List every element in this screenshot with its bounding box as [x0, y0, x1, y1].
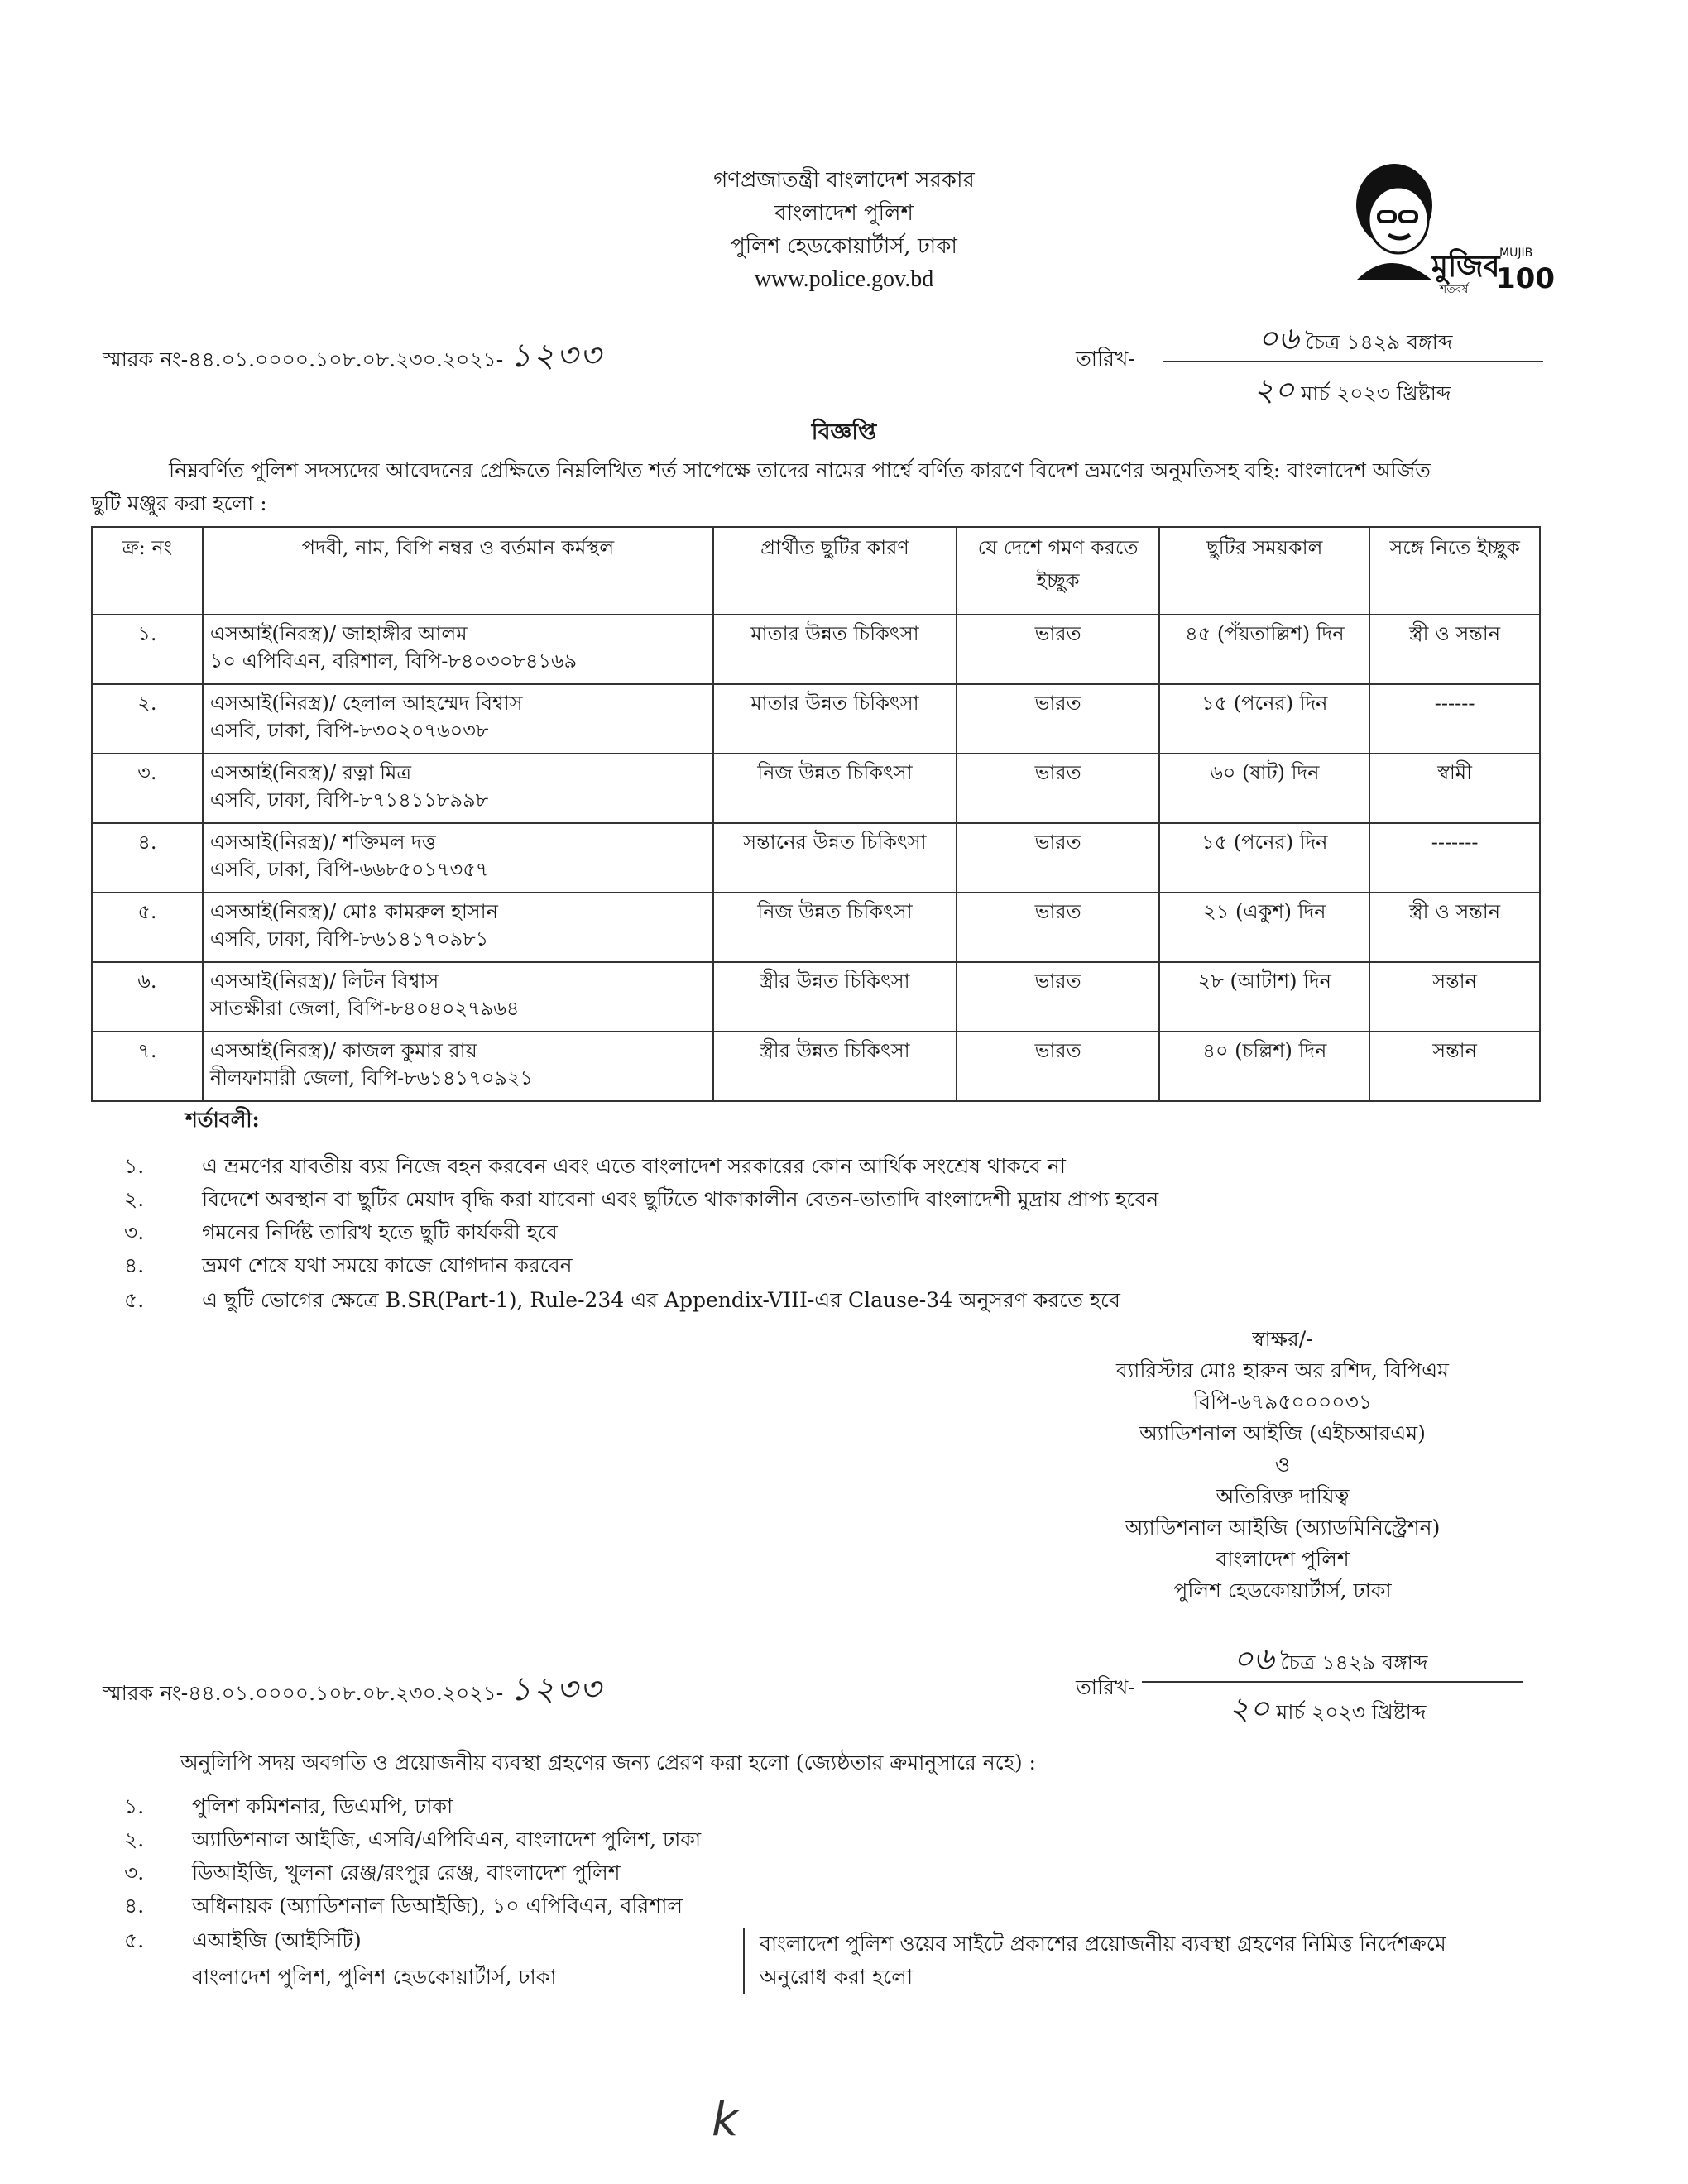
signatory-bp: বিপি-৬৭৯৫০০০০৩১	[1192, 1390, 1373, 1414]
table-row	[92, 962, 1540, 1032]
logo-number: 100	[1496, 262, 1555, 295]
signatory-additional: অতিরিক্ত দায়িত্ব	[1216, 1484, 1350, 1508]
signature-mark: স্বাক্ষর/-	[1252, 1327, 1313, 1351]
conditions-title: শর্তাবলী:	[185, 1108, 260, 1132]
date-divider	[1142, 1681, 1523, 1683]
cell-reason: মাতার উন্নত চিকিৎসা	[713, 684, 957, 754]
department-name: বাংলাদেশ পুলিশ	[774, 201, 914, 226]
signatory-name: ব্যারিস্টার মোঃ হারুন অর রশিদ, বিপিএম	[1115, 1358, 1450, 1382]
date-bangla-top	[1258, 314, 1452, 367]
govt-name: গণপ্রজাতন্ত্রী বাংলাদেশ সরকার	[713, 168, 975, 193]
notice-title: বিজ্ঞপ্তি	[811, 419, 877, 445]
logo-en-text: MUJIB	[1499, 247, 1533, 260]
cell-name	[203, 684, 713, 754]
col-header-country: যে দেশে গমণ করতে ইচ্ছুক	[957, 527, 1160, 615]
leave-table	[91, 526, 1541, 1102]
cell-country: ভারত	[957, 823, 1160, 893]
copy-text: এআইজি (আইসিটি)	[192, 1928, 362, 1952]
date-english-bottom	[1229, 1684, 1426, 1737]
table-row	[92, 615, 1540, 684]
date-day-en: ২০	[1229, 1690, 1270, 1727]
person-name: এসআই(নিরস্ত্র)/ মোঃ কামরুল হাসান	[209, 900, 498, 923]
cell-name	[203, 754, 713, 823]
cell-name	[203, 1032, 713, 1101]
cell-country: ভারত	[957, 893, 1160, 962]
copy-text: ডিআইজি, খুলনা রেঞ্জ/রংপুর রেঞ্জ, বাংলাদেশ পুলিশ	[192, 1861, 621, 1885]
table-row	[92, 684, 1540, 754]
date-label-top: তারিখ-	[1076, 347, 1135, 371]
copy-number: ২.	[124, 1827, 145, 1851]
cell-duration: ২১ (একুশ) দিন	[1159, 893, 1369, 962]
signatory-and: ও	[1274, 1453, 1291, 1477]
condition-number: ৪.	[124, 1253, 145, 1277]
person-name: এসআই(নিরস্ত্র)/ শক্তিমল দত্ত	[209, 831, 436, 854]
copy-number: ১.	[124, 1794, 145, 1818]
copy-text: অ্যাডিশনাল আইজি, এসবি/এপিবিএন, বাংলাদেশ পুলিশ, ঢাকা	[192, 1827, 702, 1851]
person-place: নীলফামারী জেলা, বিপি-৮৬১৪১৭০৯২১	[209, 1066, 534, 1090]
col-header-serial: ক্র: নং	[92, 527, 203, 615]
cell-companion: স্ত্রী ও সন্তান	[1369, 615, 1540, 684]
condition-text: এ ভ্রমণের যাবতীয় ব্যয় নিজে বহন করবেন এবং এতে বাংলাদেশ সরকারের কোন আর্থিক সংশ্রেষ থাকবে না	[202, 1154, 1067, 1178]
condition-text: এ ছুটি ভোগের ক্ষেত্রে B.SR(Part-1), Rule-234 এর Appendix-VIII-এর Clause-34 অনুসরণ করতে হবে	[202, 1288, 1120, 1312]
col-header-companion: সঙ্গে নিতে ইচ্ছুক	[1369, 527, 1540, 615]
table-header-row	[92, 527, 1540, 615]
cell-companion: সন্তান	[1369, 962, 1540, 1032]
signatory-department: বাংলাদেশ পুলিশ	[1216, 1547, 1350, 1571]
copy-text: অধিনায়ক (অ্যাডিশনাল ডিআইজি), ১০ এপিবিএন, বরিশাল	[192, 1894, 683, 1918]
person-place: এসবি, ঢাকা, বিপি-৮৩০২০৭৬০৩৮	[209, 719, 489, 742]
signatory-designation: অ্যাডিশনাল আইজি (এইচআরএম)	[1139, 1421, 1426, 1445]
condition-text: ভ্রমণ শেষে যথা সময়ে কাজে যোগদান করবেন	[202, 1253, 573, 1277]
condition-text: বিদেশে অবস্থান বা ছুটির মেয়াদ বৃদ্ধি করা যাবেনা এবং ছুটিতে থাকাকালীন বেতন-ভাতাদি বাংলাদেশী মুদ্রায় প্রাপ্য হবেন	[202, 1187, 1159, 1211]
cell-reason: নিজ উন্নত চিকিৎসা	[713, 754, 957, 823]
mujib-100-logo	[1307, 156, 1555, 296]
person-name: এসআই(নিরস্ত্র)/ রত্না মিত্র	[209, 761, 411, 784]
person-place: এসবি, ঢাকা, বিপি-৮৬১৪১৭০৯৮১	[209, 927, 489, 951]
website-link[interactable]: www.police.gov.bd	[754, 266, 934, 292]
date-block-bottom	[1142, 1635, 1523, 1734]
cell-country: ভারত	[957, 684, 1160, 754]
person-place: এসবি, ঢাকা, বিপি-৬৬৮৫০১৭৩৫৭	[209, 858, 489, 881]
logo-main-text: মুজিব	[1431, 250, 1500, 284]
col-header-duration: ছুটির সময়কাল	[1159, 527, 1369, 615]
cell-name	[203, 615, 713, 684]
cell-reason: মাতার উন্নত চিকিৎসা	[713, 615, 957, 684]
cell-companion: ------	[1369, 684, 1540, 754]
cell-country: ভারত	[957, 615, 1160, 684]
cell-serial: ৪.	[92, 823, 203, 893]
copy-text-line2: বাংলাদেশ পুলিশ, পুলিশ হেডকোয়ার্টার্স, ঢাকা	[192, 1965, 557, 1989]
signatory-office: পুলিশ হেডকোয়ার্টার্স, ঢাকা	[1173, 1578, 1392, 1602]
memo-number-top	[103, 329, 602, 385]
date-label-bottom: তারিখ-	[1076, 1675, 1135, 1699]
memo-handwritten-number: ১২৩৩	[510, 337, 603, 375]
cell-duration: ২৮ (আটাশ) দিন	[1159, 962, 1369, 1032]
person-place: সাতক্ষীরা জেলা, বিপি-৮৪০৪০২৭৯৬৪	[209, 997, 520, 1020]
date-rest-en: মার্চ ২০২৩ খ্রিষ্টাব্দ	[1301, 381, 1451, 405]
notice-intro-line1: নিম্নবর্ণিত পুলিশ সদস্যদের আবেদনের প্রেক্ষিতে নিম্নলিখিত শর্ত সাপেক্ষে তাদের নামের পার্শ্বে বর্ণিত কারণে বিদেশ ভ্রমণের অনুমতিসহ বহি: বাংলাদেশ অর্জিত	[169, 458, 1431, 482]
condition-number: ৩.	[124, 1220, 145, 1244]
col-header-reason: প্রার্থীত ছুটির কারণ	[713, 527, 957, 615]
condition-number: ৫.	[124, 1288, 145, 1312]
cell-serial: ৭.	[92, 1032, 203, 1101]
cell-companion: সন্তান	[1369, 1032, 1540, 1101]
table-row	[92, 754, 1540, 823]
condition-number: ২.	[124, 1187, 145, 1211]
copy-text: পুলিশ কমিশনার, ডিএমপি, ঢাকা	[192, 1794, 453, 1818]
memo-handwritten-number: ১২৩৩	[510, 1670, 603, 1708]
person-name: এসআই(নিরস্ত্র)/ লিটন বিশ্বাস	[209, 970, 439, 993]
copies-intro: অনুলিপি সদয় অবগতি ও প্রয়োজনীয় ব্যবস্থা গ্রহণের জন্য প্রেরণ করা হলো (জ্যেষ্ঠতার ক্রমানুসারে নহে) :	[180, 1751, 1036, 1774]
signature-block	[993, 1324, 1572, 1607]
memo-label: স্মারক নং-৪৪.০১.০০০০.১০৮.০৮.২৩০.২০২১-	[103, 347, 504, 371]
cell-duration: ১৫ (পনের) দিন	[1159, 823, 1369, 893]
cell-country: ভারত	[957, 1032, 1160, 1101]
person-name: এসআই(নিরস্ত্র)/ কাজল কুমার রায়	[209, 1039, 477, 1062]
copy-note-line2: অনুরোধ করা হলো	[760, 1965, 914, 1989]
cell-serial: ৩.	[92, 754, 203, 823]
cell-country: ভারত	[957, 754, 1160, 823]
person-name: এসআই(নিরস্ত্র)/ জাহাঙ্গীর আলম	[209, 622, 468, 645]
date-day-bn: ০৬	[1258, 320, 1299, 357]
date-day-bn: ০৬	[1233, 1640, 1274, 1677]
memo-number-bottom	[103, 1663, 602, 1718]
cell-reason: স্ত্রীর উন্নত চিকিৎসা	[713, 962, 957, 1032]
cell-reason: নিজ উন্নত চিকিৎসা	[713, 893, 957, 962]
date-divider	[1163, 361, 1543, 362]
col-header-name: পদবী, নাম, বিপি নম্বর ও বর্তমান কর্মস্থল	[203, 527, 713, 615]
initial-mark: k	[712, 2093, 739, 2147]
cell-duration: ৪৫ (পঁয়তাল্লিশ) দিন	[1159, 615, 1369, 684]
person-place: এসবি, ঢাকা, বিপি-৮৭১৪১১৮৯৯৮	[209, 788, 489, 812]
copy-number: ৫.	[124, 1928, 145, 1952]
cell-reason: সন্তানের উন্নত চিকিৎসা	[713, 823, 957, 893]
cell-serial: ৫.	[92, 893, 203, 962]
cell-companion: স্ত্রী ও সন্তান	[1369, 893, 1540, 962]
cell-name	[203, 962, 713, 1032]
table-row	[92, 1032, 1540, 1101]
signatory-additional-designation: অ্যাডিশনাল আইজি (অ্যাডমিনিস্ট্রেশন)	[1125, 1516, 1441, 1540]
cell-duration: ১৫ (পনের) দিন	[1159, 684, 1369, 754]
date-english-top	[1254, 366, 1451, 419]
date-day-en: ২০	[1254, 371, 1295, 408]
date-rest-bn: চৈত্র ১৪২৯ বঙ্গাব্দ	[1305, 330, 1453, 354]
date-rest-bn: চৈত্র ১৪২৯ বঙ্গাব্দ	[1280, 1650, 1428, 1674]
copy-note	[743, 1928, 1587, 1994]
cell-companion: স্বামী	[1369, 754, 1540, 823]
condition-number: ১.	[124, 1154, 145, 1178]
table-row	[92, 893, 1540, 962]
copy-number: ৩.	[124, 1861, 145, 1885]
cell-serial: ২.	[92, 684, 203, 754]
memo-label: স্মারক নং-৪৪.০১.০০০০.১০৮.০৮.২৩০.২০২১-	[103, 1681, 504, 1705]
cell-duration: ৬০ (ষাট) দিন	[1159, 754, 1369, 823]
cell-name	[203, 893, 713, 962]
notice-intro-line2: ছুটি মঞ্জুর করা হলো :	[91, 491, 267, 515]
copy-note-line1: বাংলাদেশ পুলিশ ওয়েব সাইটে প্রকাশের প্রয়োজনীয় ব্যবস্থা গ্রহণের নিমিত্ত নির্দেশক্রমে	[760, 1932, 1446, 1956]
person-place: ১০ এপিবিএন, বরিশাল, বিপি-৮৪০৩০৮৪১৬৯	[209, 649, 578, 673]
person-name: এসআই(নিরস্ত্র)/ হেলাল আহম্মেদ বিশ্বাস	[209, 692, 523, 715]
office-name: পুলিশ হেডকোয়ার্টার্স, ঢাকা	[731, 234, 957, 259]
logo-sub-text: শতবর্ষ	[1440, 283, 1469, 296]
cell-companion: -------	[1369, 823, 1540, 893]
cell-serial: ১.	[92, 615, 203, 684]
cell-reason: স্ত্রীর উন্নত চিকিৎসা	[713, 1032, 957, 1101]
condition-text: গমনের নির্দিষ্ট তারিখ হতে ছুটি কার্যকরী হবে	[202, 1220, 558, 1244]
cell-country: ভারত	[957, 962, 1160, 1032]
cell-name	[203, 823, 713, 893]
copy-number: ৪.	[124, 1894, 145, 1918]
date-block-top	[1163, 314, 1543, 414]
cell-serial: ৬.	[92, 962, 203, 1032]
date-bangla-bottom	[1233, 1635, 1427, 1688]
cell-duration: ৪০ (চল্লিশ) দিন	[1159, 1032, 1369, 1101]
table-row	[92, 823, 1540, 893]
date-rest-en: মার্চ ২০২৩ খ্রিষ্টাব্দ	[1276, 1700, 1427, 1724]
